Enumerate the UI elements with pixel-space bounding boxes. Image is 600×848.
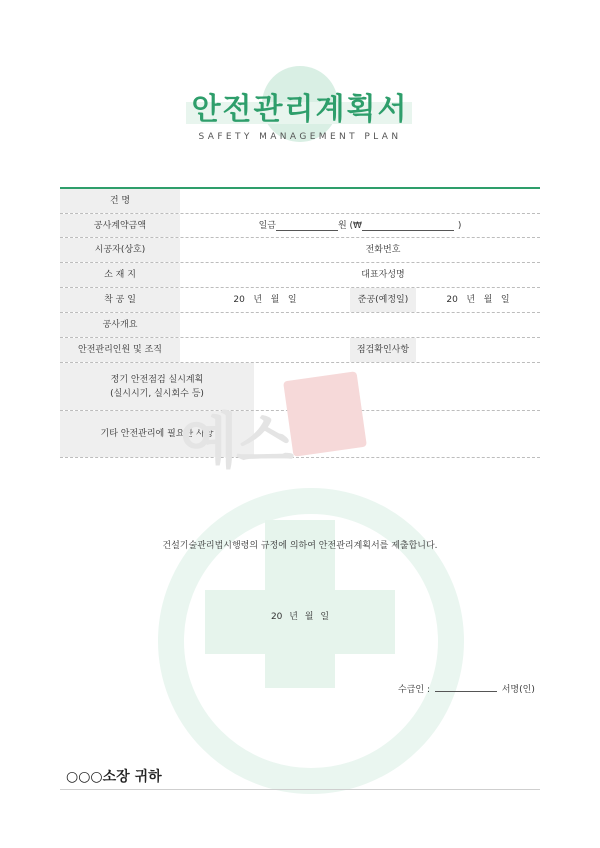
watermark-stamp-box [283,371,367,457]
amount-won-blank[interactable] [362,221,454,231]
label-representative: 대표자성명 [361,270,405,280]
recipient-suffix: 서명(인) [501,685,535,695]
value-phone[interactable] [416,238,540,262]
addressee: ○○○소장 귀하 [66,769,162,785]
submission-statement: 건설기술관리법시행령의 규정에 의하여 안전관리계획서를 제출합니다. [162,541,438,551]
watermark-stamp [180,372,430,480]
table-row-location [60,263,540,288]
inspection-plan-subtitle: (실시시기, 실시회수 등) [110,388,204,399]
amount-prefix: 일금 [258,220,276,231]
label-organization: 안전관리인원 및 조직 [60,338,180,362]
label-overview: 공사개요 [60,313,180,337]
value-location[interactable] [180,263,350,287]
label-contractor: 시공자(상호) [60,238,180,262]
table-row-overview [60,313,540,338]
label-inspection-items: 점검확인사항 [350,338,416,362]
value-inspection-items[interactable] [416,338,540,362]
label-start-date: 착 공 일 [60,288,180,312]
amount-unit: 원 (₩ [337,220,362,231]
value-start-date[interactable]: 20 년 월 일 [233,295,297,305]
submission-date[interactable]: 20 년 월 일 [270,612,330,622]
value-contract-amount[interactable] [180,214,540,237]
label-contract-amount: 공사계약금액 [60,214,180,237]
bottom-rule [60,789,540,790]
recipient-signature [398,682,535,695]
recipient-blank[interactable] [435,682,497,692]
label-project-name: 건 명 [60,189,180,213]
value-completion-date[interactable]: 20 년 월 일 [446,295,510,305]
label-other: 기타 안전관리에 필요한 사항 [60,411,254,457]
value-project-name[interactable] [180,189,540,213]
label-completion-date: 준공(예정일) [350,288,416,312]
table-row-contractor [60,238,540,263]
value-representative[interactable] [416,263,540,287]
amount-suffix: ) [457,220,462,231]
table-row-start-date [60,288,540,313]
document-title: 안전관리계획서 [191,92,409,127]
label-location: 소 재 지 [60,263,180,287]
value-contractor[interactable] [180,238,350,262]
document-subtitle: SAFETY MANAGEMENT PLAN [198,132,402,142]
value-organization[interactable] [180,338,350,362]
value-overview[interactable] [180,313,540,337]
table-row-organization [60,338,540,363]
watermark-text: 예스 [180,407,292,477]
recipient-label: 수급인 : [398,685,430,695]
inspection-plan-title: 정기 안전점검 실시계획 [110,374,204,385]
amount-korean-blank[interactable] [276,221,338,231]
table-row-contract-amount [60,214,540,238]
table-row-project-name [60,189,540,214]
label-phone: 전화번호 [365,245,401,255]
